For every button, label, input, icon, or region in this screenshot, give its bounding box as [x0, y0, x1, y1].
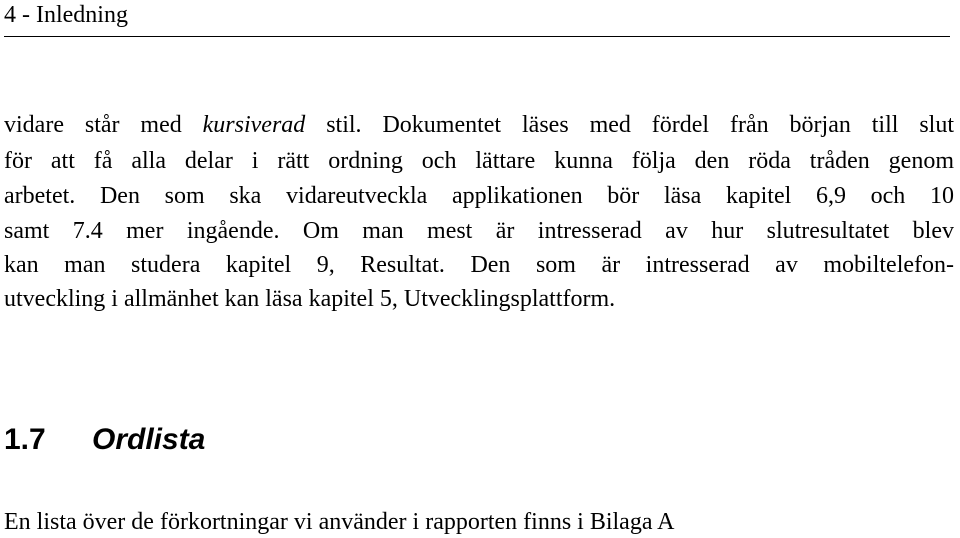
page-header-title: 4 - Inledning	[4, 2, 128, 28]
line1-before: vidare står med	[4, 112, 203, 138]
paragraph-line-5: kan man studera kapitel 9, Resultat. Den som är intresserad av mobiltelefon-	[4, 252, 954, 278]
paragraph-line-3: arbetet. Den som ska vidareutveckla applikationen bör läsa kapitel 6,9 och 10	[4, 183, 954, 209]
paragraph-line-6: utveckling i allmänhet kan läsa kapitel 5, Utvecklingsplattform.	[4, 286, 616, 312]
section-title: Ordlista	[92, 423, 206, 456]
paragraph-line-2: för att få alla delar i rätt ordning och lättare kunna följa den röda tråden genom	[4, 148, 954, 174]
section-body: En lista över de förkortningar vi använder i rapporten finns i Bilaga A	[4, 509, 675, 535]
section-number: 1.7	[4, 423, 46, 456]
paragraph-line-1	[4, 110, 954, 140]
line1-after: stil. Dokumentet läses med fördel från början till slut	[305, 112, 955, 138]
page-header	[4, 0, 950, 37]
section-heading	[4, 422, 205, 458]
italic-term: kursiverad	[202, 112, 306, 138]
paragraph-line-4: samt 7.4 mer ingående. Om man mest är intresserad av hur slutresultatet blev	[4, 218, 954, 244]
